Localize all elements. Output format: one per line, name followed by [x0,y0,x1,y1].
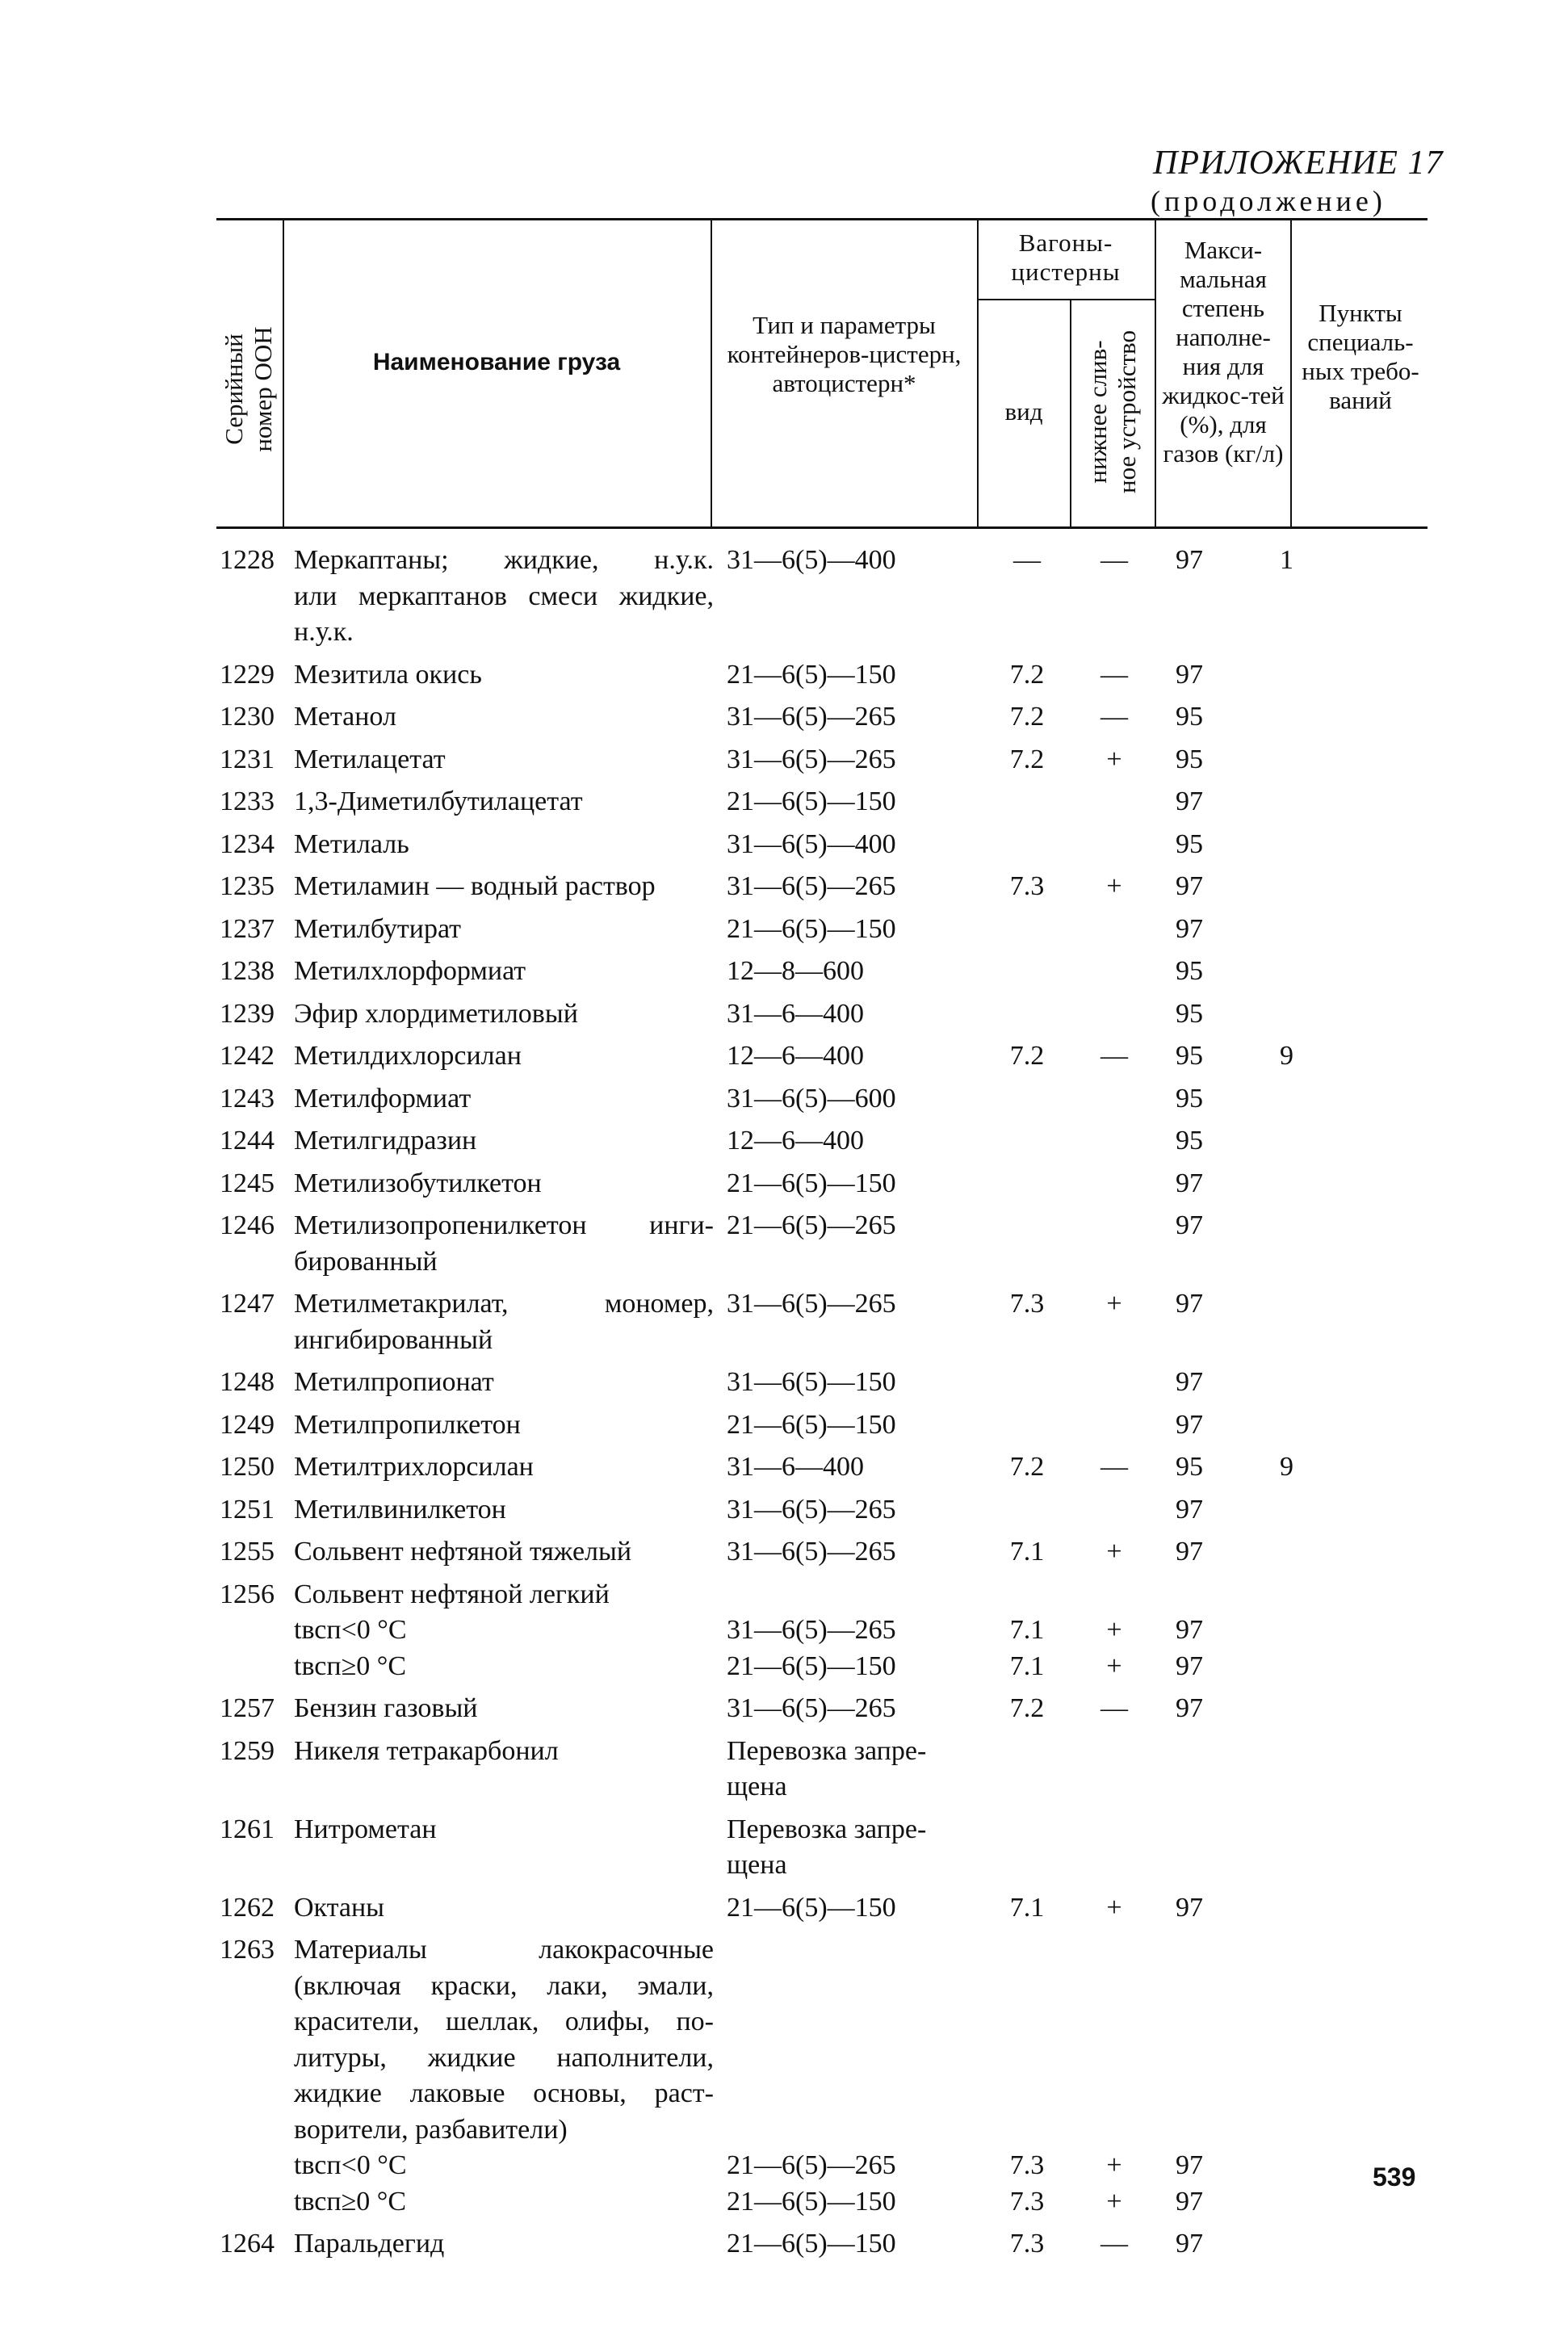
row-serial-number: 1233 [220,786,275,816]
page-number: 539 [1373,2162,1416,2191]
row-wagon-type: 7.3 [1009,2229,1045,2259]
row-max-fill: 97 [1176,1892,1203,1923]
divider-wagon-type [1070,300,1071,526]
row-serial-number: 1261 [220,1814,275,1844]
row-container-type: щена [727,1772,787,1801]
row-serial-number: 1250 [220,1452,275,1482]
row-container-type: 31—6(5)—265 [727,744,896,774]
row-bottom-drain: + [1106,744,1122,774]
row-cargo-name: Паральдегид [294,2229,445,2259]
row-wagon-type: 7.2 [1009,744,1045,774]
row-condition: tвсп≥0 °С [294,2186,407,2217]
row-cargo-name: Октаны [294,1892,385,1923]
row-cargo-name: Метиламин — водный раствор [294,871,656,901]
row-container-type: 31—6(5)—265 [727,1693,896,1723]
row-cargo-name: ворители, разбавители) [294,2114,568,2145]
row-cargo-name: Метилизопропенилкетон инги- [294,1210,714,1240]
row-wagon-type: 7.1 [1009,1615,1045,1645]
row-serial-number: 1237 [220,913,275,944]
row-max-fill: 95 [1176,998,1203,1029]
row-serial-number: 1228 [220,545,275,575]
row-cargo-name: Метилбутират [294,913,462,944]
row-max-fill: 95 [1176,956,1203,986]
row-container-type: 31—6(5)—400 [727,545,896,575]
header-cargo-name: Наименование груза [372,349,621,375]
row-cargo-name: литуры, жидкие наполнители, [294,2042,714,2073]
row-cargo-name: Метилпропилкетон [294,1409,521,1440]
row-cargo-name: н.у.к. [294,617,354,647]
header-serial-number: Серийный номер ООН [220,326,277,452]
row-wagon-type: 7.2 [1009,702,1045,732]
row-wagon-type: 7.3 [1009,2150,1045,2180]
row-cargo-name: 1,3-Диметилбутилацетат [294,786,583,816]
row-container-type: 21—6(5)—150 [727,1650,896,1681]
row-container-type: 31—6(5)—600 [727,1083,896,1114]
divider-name [711,220,712,526]
header-max-fill: Макси-мальная степень наполне-ния для жидкос-тей (%), для газов (кг/л) [1162,236,1285,468]
row-serial-number: 1264 [220,2229,275,2259]
divider-wagons [1155,220,1156,526]
row-max-fill: 97 [1176,1494,1203,1525]
row-max-fill: 97 [1176,1409,1203,1440]
row-container-type: 12—6—400 [727,1041,864,1071]
row-cargo-name: Метилхлорформиат [294,956,526,986]
row-container-type: 31—6(5)—265 [727,1537,896,1567]
row-serial-number: 1263 [220,1935,275,1965]
row-bottom-drain: + [1106,1615,1122,1645]
row-container-type: 31—6(5)—265 [727,1289,896,1319]
row-bottom-drain: + [1106,2150,1122,2180]
row-serial-number: 1251 [220,1494,275,1525]
row-cargo-name: Материалы лакокрасочные [294,1935,714,1965]
row-special: 9 [1280,1041,1293,1071]
row-container-type: 21—6(5)—150 [727,786,896,816]
row-bottom-drain: — [1101,2229,1128,2259]
row-container-type: 21—6(5)—150 [727,913,896,944]
row-serial-number: 1246 [220,1210,275,1240]
row-bottom-drain: + [1106,871,1122,901]
row-container-type: щена [727,1850,787,1880]
header-bottom-drain: нижнее слив- ное устройство [1084,330,1141,493]
row-container-type: Перевозка запре- [727,1814,927,1844]
row-container-type: 21—6(5)—150 [727,1892,896,1923]
row-max-fill: 97 [1176,2229,1203,2259]
row-serial-number: 1243 [220,1083,275,1114]
row-cargo-name: Метилгидразин [294,1126,477,1156]
row-wagon-type: 7.1 [1009,1650,1045,1681]
row-wagon-type: 7.2 [1009,1452,1045,1482]
row-cargo-name: Метилизобутилкетон [294,1168,542,1198]
row-max-fill: 97 [1176,1693,1203,1723]
header-bottom-rule [216,526,1428,529]
row-serial-number: 1231 [220,744,275,774]
row-cargo-name: ингибированный [294,1324,493,1355]
row-special: 9 [1280,1452,1293,1482]
row-serial-number: 1247 [220,1289,275,1319]
row-cargo-name: Метилформиат [294,1083,472,1114]
row-cargo-name: красители, шеллак, олифы, по- [294,2007,714,2036]
row-cargo-name: Нитрометан [294,1814,437,1844]
row-cargo-name: Меркаптаны; жидкие, н.у.к. [294,545,714,575]
header-special-requirements: Пункты специаль-ных требо-ваний [1302,299,1419,414]
row-serial-number: 1245 [220,1168,275,1198]
row-cargo-name: Метилаль [294,828,409,859]
row-container-type: 21—6(5)—265 [727,1210,896,1240]
row-max-fill: 97 [1176,659,1203,690]
row-max-fill: 95 [1176,1452,1203,1482]
row-wagon-type: 7.3 [1009,2186,1045,2217]
row-serial-number: 1230 [220,702,275,732]
row-bottom-drain: — [1101,659,1128,690]
divider-container [977,220,979,526]
row-container-type: 12—8—600 [727,956,864,986]
row-container-type: 21—6(5)—150 [727,1168,896,1198]
row-serial-number: 1259 [220,1735,275,1766]
row-cargo-name: Метилпропионат [294,1367,494,1397]
row-max-fill: 97 [1176,871,1203,901]
appendix-subtitle: (продолжение) [1151,185,1386,217]
row-serial-number: 1248 [220,1367,275,1397]
row-serial-number: 1256 [220,1579,275,1609]
row-max-fill: 97 [1176,1615,1203,1645]
row-condition: tвсп<0 °С [294,2150,407,2180]
row-bottom-drain: + [1106,1892,1122,1923]
row-max-fill: 97 [1176,2150,1203,2180]
row-max-fill: 97 [1176,2186,1203,2217]
row-cargo-name: или меркаптанов смеси жидкие, [294,581,714,611]
row-cargo-name: (включая краски, лаки, эмали, [294,1970,714,2001]
row-serial-number: 1255 [220,1537,275,1567]
row-max-fill: 95 [1176,828,1203,859]
row-container-type: 21—6(5)—150 [727,1409,896,1440]
row-bottom-drain: — [1101,702,1128,732]
row-max-fill: 97 [1176,1537,1203,1567]
row-serial-number: 1239 [220,998,275,1029]
row-cargo-name: бированный [294,1246,438,1277]
row-bottom-drain: — [1101,1693,1128,1723]
row-serial-number: 1244 [220,1126,275,1156]
row-serial-number: 1249 [220,1409,275,1440]
row-serial-number: 1235 [220,871,275,901]
row-max-fill: 97 [1176,1210,1203,1240]
row-container-type: 31—6—400 [727,1452,864,1482]
row-max-fill: 97 [1176,1650,1203,1681]
row-cargo-name: Метилацетат [294,744,446,774]
row-bottom-drain: — [1101,1452,1128,1482]
row-bottom-drain: — [1101,545,1128,575]
row-condition: tвсп<0 °С [294,1615,407,1645]
header-wagons: Вагоны-цистерны [1011,229,1121,286]
row-cargo-name: Эфир хлордиметиловый [294,998,578,1029]
row-cargo-name: Метилметакрилат, мономер, [294,1289,714,1319]
row-max-fill: 95 [1176,702,1203,732]
row-max-fill: 97 [1176,1289,1203,1319]
row-wagon-type: 7.2 [1009,1041,1045,1071]
row-cargo-name: Сольвент нефтяной тяжелый [294,1537,632,1567]
row-serial-number: 1229 [220,659,275,690]
row-max-fill: 97 [1176,913,1203,944]
row-serial-number: 1242 [220,1041,275,1071]
row-bottom-drain: + [1106,1289,1122,1319]
row-wagon-type: 7.1 [1009,1537,1045,1567]
row-container-type: 31—6(5)—265 [727,702,896,732]
row-cargo-name: Метанол [294,702,396,732]
divider-serial [283,220,284,526]
row-container-type: 21—6(5)—150 [727,2186,896,2217]
row-wagon-type: 7.3 [1009,871,1045,901]
row-container-type: 21—6(5)—265 [727,2150,896,2180]
row-bottom-drain: + [1106,1537,1122,1567]
row-max-fill: 97 [1176,786,1203,816]
row-wagon-type: 7.3 [1009,1289,1045,1319]
header-container-type: Тип и параметры контейнеров-цистерн, автоцистерн* [727,311,962,397]
row-serial-number: 1234 [220,828,275,859]
row-container-type: 31—6(5)—265 [727,871,896,901]
row-max-fill: 95 [1176,1041,1203,1071]
row-container-type: 21—6(5)—150 [727,2229,896,2259]
row-cargo-name: Бензин газовый [294,1693,478,1723]
row-bottom-drain: + [1106,2186,1122,2217]
row-wagon-type: 7.1 [1009,1892,1045,1923]
row-container-type: 31—6(5)—150 [727,1367,896,1397]
row-bottom-drain: + [1106,1650,1122,1681]
row-max-fill: 95 [1176,1083,1203,1114]
row-max-fill: 97 [1176,1367,1203,1397]
row-max-fill: 97 [1176,545,1203,575]
row-container-type: 21—6(5)—150 [727,659,896,690]
row-max-fill: 95 [1176,1126,1203,1156]
row-container-type: 12—6—400 [727,1126,864,1156]
row-container-type: 31—6(5)—265 [727,1615,896,1645]
row-container-type: 31—6—400 [727,998,864,1029]
appendix-title: ПРИЛОЖЕНИЕ 17 [1153,145,1444,182]
row-max-fill: 97 [1176,1168,1203,1198]
row-condition: tвсп≥0 °С [294,1650,407,1681]
row-serial-number: 1238 [220,956,275,986]
row-wagon-type: 7.2 [1009,659,1045,690]
header-wagon-type: вид [1004,397,1043,426]
row-cargo-name: Мезитила окись [294,659,482,690]
row-container-type: 31—6(5)—265 [727,1494,896,1525]
row-cargo-name: Никеля тетракарбонил [294,1735,559,1766]
row-wagon-type: 7.2 [1009,1693,1045,1723]
row-bottom-drain: — [1101,1041,1128,1071]
row-cargo-name: Метилвинилкетон [294,1494,506,1525]
row-cargo-name: Сольвент нефтяной легкий [294,1579,610,1609]
header-top-rule [216,218,1428,220]
row-container-type: Перевозка запре- [727,1735,927,1766]
row-cargo-name: Метилдихлорсилан [294,1041,522,1071]
row-cargo-name: жидкие лаковые основы, раст- [294,2078,714,2108]
row-container-type: 31—6(5)—400 [727,828,896,859]
row-max-fill: 95 [1176,744,1203,774]
row-serial-number: 1262 [220,1892,275,1923]
row-cargo-name: Метилтрихлорсилан [294,1452,534,1482]
row-wagon-type: — [1013,545,1041,575]
row-serial-number: 1257 [220,1693,275,1723]
row-special: 1 [1280,545,1293,575]
